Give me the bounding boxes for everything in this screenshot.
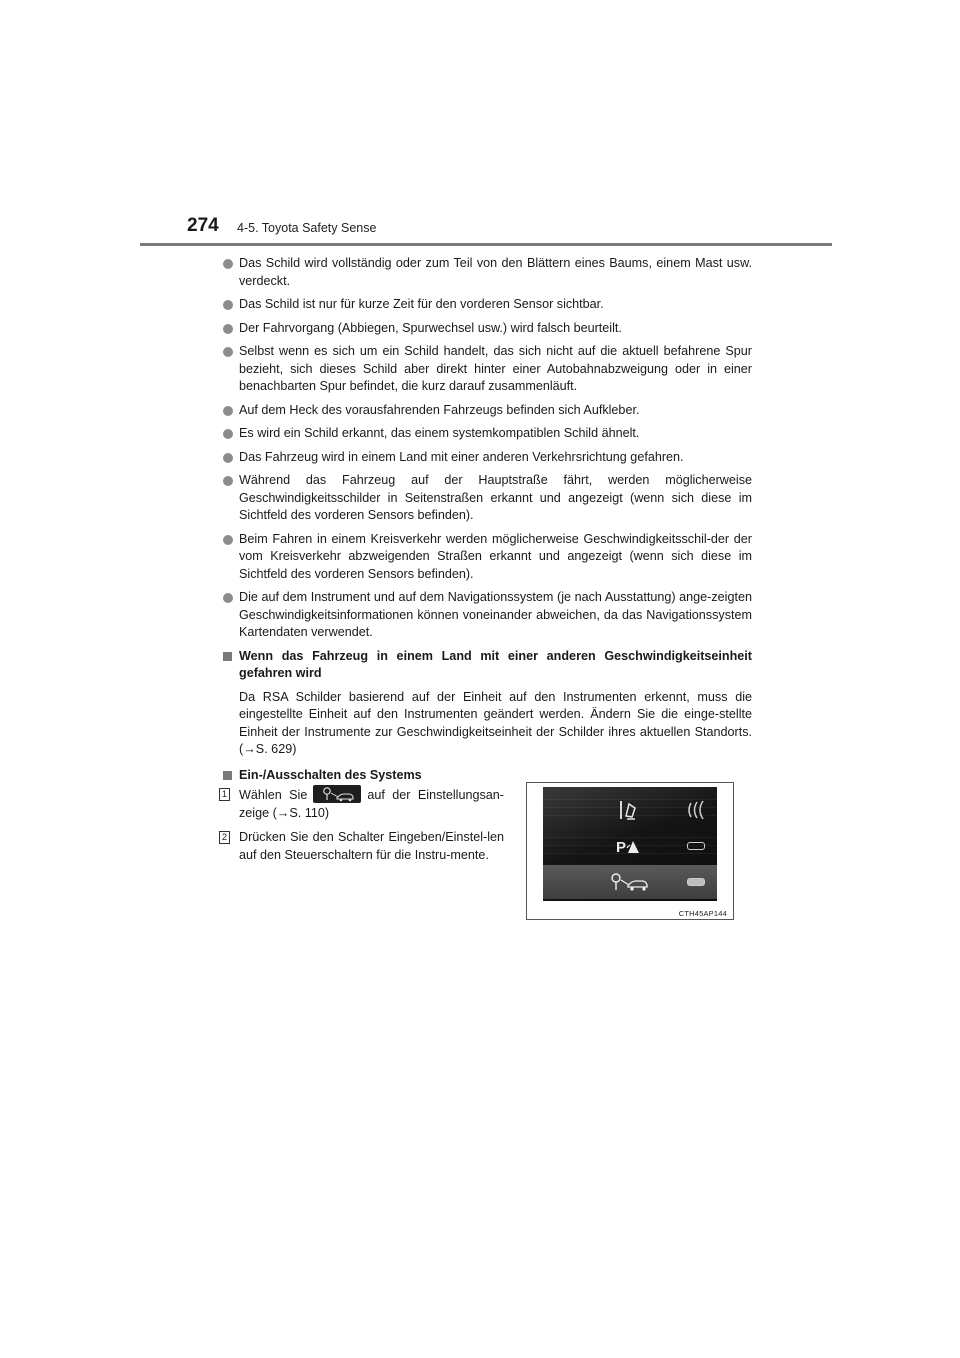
subheading-toggle: Ein-/Ausschalten des Systems [222,767,752,785]
condition-list [222,255,752,642]
step-1: 1 Wählen Sie auf der Einstellungsan-zeige (→S. 110) [222,785,504,822]
step-list [222,785,504,870]
road-sign-assist-icon [609,871,653,893]
bullet-icon [223,300,233,310]
bullet-icon [223,347,233,357]
list-item: Es wird ein Schild erkannt, das einem systemkompatiblen Schild ähnelt. [222,425,752,443]
list-item: Der Fahrvorgang (Abbiegen, Spurwechsel usw.) wird falsch beurteilt. [222,320,752,338]
step-number: 1 [219,788,230,801]
list-item: Das Schild ist nur für kurze Zeit für den vorderen Sensor sichtbar. [222,296,752,314]
list-item: Selbst wenn es sich um ein Schild handelt, das sich nicht auf die aktuell befahrene Spur bezieht, sich dieses Schild aber direkt hinter einer Autobahnabzweigung oder in einer benachbarten Spur befindet, die kurz darauf zusammenläuft. [222,343,752,396]
list-item: Das Schild wird vollständig oder zum Teil von den Blättern eines Baums, einem Mast usw. verdeckt. [222,255,752,290]
square-bullet-icon [223,771,232,780]
road-sign-assist-icon [313,785,361,803]
bullet-icon [223,259,233,269]
subheading-units: Wenn das Fahrzeug in einem Land mit einer anderen Geschwindigkeitseinheit gefahren wird [222,648,752,683]
list-item: Die auf dem Instrument und auf dem Navigationssystem (je nach Ausstattung) ange-zeigten Geschwindigkeitsinformationen können voneinander abweichen, da das Navigationssystem Kartendaten verwendet. [222,589,752,642]
bullet-icon [223,593,233,603]
list-item: Beim Fahren in einem Kreisverkehr werden möglicherweise Geschwindigkeitsschil-der der vom Kreisverkehr abzweigenden Straßen erkannt und angezeigt (wenn sich diese im Sichtfeld des vorderen Sensors befinden). [222,531,752,584]
settings-display-figure [526,782,734,920]
instrument-display [543,787,717,901]
square-bullet-icon [223,652,232,661]
sensor-wave-icon [685,799,711,821]
list-item: Das Fahrzeug wird in einem Land mit einer anderen Verkehrsrichtung gefahren. [222,449,752,467]
list-item: Auf dem Heck des vorausfahrenden Fahrzeugs befinden sich Aufkleber. [222,402,752,420]
display-row-parking [543,829,717,863]
step-2: 2 Drücken Sie den Schalter Eingeben/Einstel-len auf den Steuerschaltern für die Instru-mente. [222,828,504,864]
main-content [222,255,752,784]
svg-text:P: P [616,839,627,856]
bullet-icon [223,324,233,334]
units-paragraph: Da RSA Schilder basierend auf der Einheit auf den Instrumenten erkennt, muss die eingestellte Einheit auf den Instrumenten geändert werden. Ändern Sie die einge-stellte Einheit der Instrumente zur Geschwindigkeitseinheit der Schilder ihres aktuellen Standorts. (→S. 629) [239,689,752,756]
display-row-lane [543,793,717,827]
section-title: 4-5. Toyota Safety Sense [237,221,377,235]
list-item: Während das Fahrzeug auf der Hauptstraße fährt, werden möglicherweise Geschwindigkeitsschilder in Seitenstraßen erkannt und angezeigt (wenn sich diese im Sichtfeld des vorderen Sensors befinden). [222,472,752,525]
page-number: 274 [187,215,219,236]
bullet-icon [223,453,233,463]
toggle-on [687,878,705,886]
lane-assist-icon [617,798,641,822]
figure-code: CTH45AP144 [678,909,727,918]
bullet-icon [223,429,233,439]
bullet-icon [223,406,233,416]
bullet-icon [223,476,233,486]
bullet-icon [223,535,233,545]
toggle-off [687,842,705,850]
header-rule [140,243,832,246]
parking-assist-icon [615,835,645,857]
step-number: 2 [219,831,230,844]
display-row-rsa [543,865,717,899]
